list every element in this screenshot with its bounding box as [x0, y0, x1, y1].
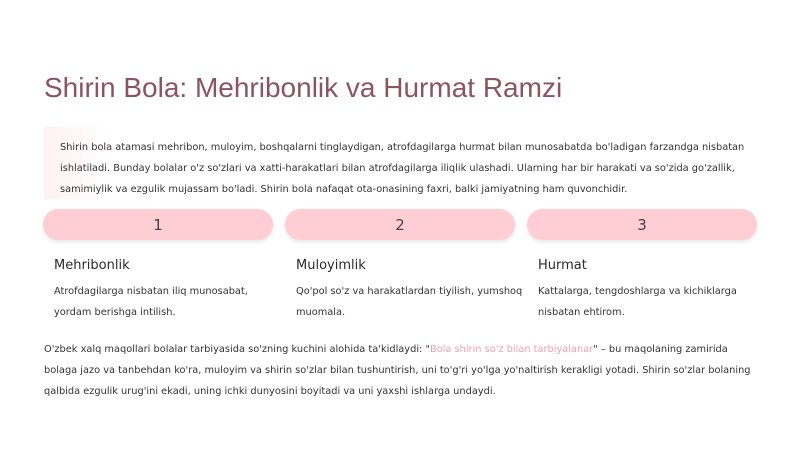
outro-paragraph: [44, 339, 764, 402]
card-number-badge: [285, 209, 515, 240]
intro-text: Shirin bola atamasi mehribon, muloyim, boshqalarni tinglaydigan, atrofdagilarga hurmat bilan munosabatda bo'ladigan farzandga nisbatan ishlatiladi. Bunday bolalar o'z so'zlari va xatti-harakatlari bilan atrofdagilarga iliqlik ulashadi. Ularning har bir harakati va so'zida go'zallik, samimiylik va ezgulik mujassam bo'ladi. Shirin bola nafaqat ota-onasining faxri, balki jamiyatning ham quvonchidir.: [60, 142, 745, 195]
card-number: 3: [637, 215, 647, 234]
card-title: Mehribonlik: [54, 258, 130, 273]
card-number-badge: [43, 209, 273, 240]
proverb-quote: Bola shirin so'z bilan tarbiyalanar: [429, 344, 594, 355]
card-number-badge: [527, 209, 757, 240]
card-number: 1: [153, 215, 163, 234]
card-title: Muloyimlik: [296, 258, 366, 273]
card-title: Hurmat: [538, 258, 587, 273]
card-text: Qo'pol so'z va harakatlardan tiyilish, yumshoq muomala.: [296, 286, 523, 318]
card-text: Kattalarga, tengdoshlarga va kichiklarga nisbatan ehtirom.: [538, 286, 737, 318]
card-text: Atrofdagilarga nisbatan iliq munosabat, yordam berishga intilish.: [54, 286, 248, 318]
card-number: 2: [395, 215, 405, 234]
outro-text-after: " – bu maqolaning zamirida bolaga jazo va tanbehdan ko'ra, muloyim va shirin so'zlar bilan tushuntirish, uni to'g'ri yo'lga yo'naltirish kerakligi yotadi. Shirin so'zlar bolaning qalbida ezgulik urug'ini ekadi, uning ichki dunyosini boyitadi va uni yaxshi ishlarga undaydi.: [44, 344, 751, 397]
outro-text-before: O'zbek xalq maqollari bolalar tarbiyasida so'zning kuchini alohida ta'kidlaydi: ": [44, 344, 430, 355]
intro-block: [44, 127, 764, 199]
page-title: Shirin Bola: Mehribonlik va Hurmat Ramzi: [44, 72, 563, 103]
